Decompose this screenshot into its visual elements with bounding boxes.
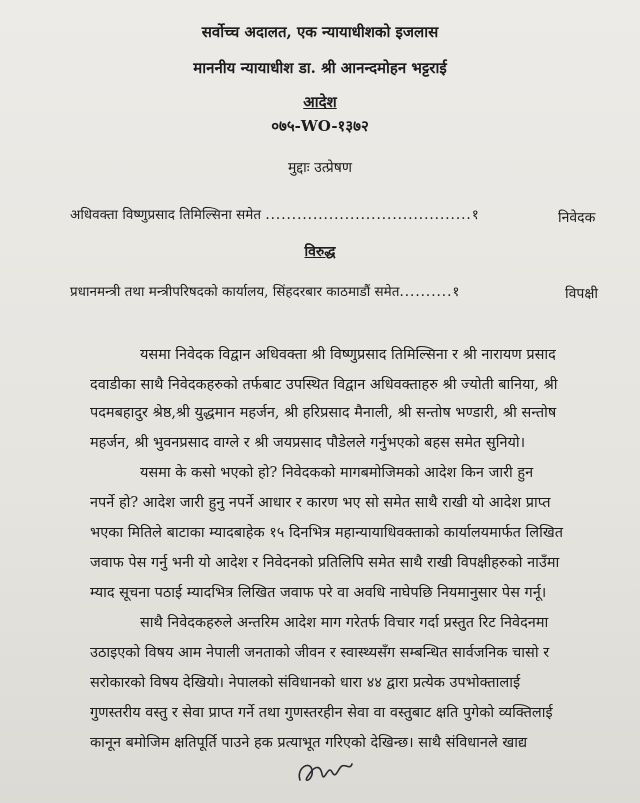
court-heading: सर्वोच्च अदालत, एक न्यायाधीशको इजलास [201,23,439,41]
petitioner-line [70,205,479,223]
body-line: साथै निवेदकहरुले अन्तरिम आदेश माग गरेतर्फ विचार गर्दा प्रस्तुत रिट निवेदनमा [140,615,549,631]
respondent-role: विपक्षी [565,286,599,302]
case-subject: मुद्दाः उत्प्रेषण [288,160,352,176]
body-line: पदमबहादुर श्रेष्ठ,श्री युद्धमान महर्जन, श्री हरिप्रसाद मैनाली, श्री सन्तोष भण्डारी, श्री सन्तोष [90,405,557,421]
petitioner-dots: ....................................... [265,207,472,223]
body-line: नपर्ने हो? आदेश जारी हुनु नपर्ने आधार र कारण भए सो समेत साथै राखी यो आदेश प्राप्त [90,495,551,511]
body-line: यसमा के कसो भएको हो? निवेदकको मागबमोजिमको आदेश किन जारी हुन [140,465,534,481]
respondent-line [70,282,459,300]
body-line: भएका मितिले बाटाका म्यादबाहेक १५ दिनभित्र महान्यायाधिवक्ताको कार्यालयमार्फत लिखित [90,525,564,541]
judge-heading: माननीय न्यायाधीश डा. श्री आनन्दमोहन भट्टराई [193,59,447,77]
body-line: दवाडीका साथै निवेदकहरुको तर्फबाट उपस्थित विद्वान अधिवक्ताहरु श्री ज्योती बानिया, श्री [90,377,558,393]
order-title: आदेश [303,93,337,111]
body-line: सरोकारको विषय देखियो। नेपालको संविधानको धारा ४४ द्वारा प्रत्येक उपभोक्तालाई [90,675,521,691]
petitioner-count: १ [471,207,479,223]
versus-heading: विरुद्ध [304,244,336,260]
body-line: म्याद सूचना पठाई म्यादभित्र लिखित जवाफ परे वा अवधि नाघेपछि नियमानुसार पेस गर्नू। [90,585,547,601]
body-line: जवाफ पेस गर्नु भनी यो आदेश र निवेदनको प्रतिलिपि समेत साथै राखी विपक्षीहरुको नाउँमा [90,555,560,571]
body-line: महर्जन, श्री भुवनप्रसाद वाग्ले र श्री जयप्रसाद पौडेलले गर्नुभएको बहस समेत सुनियो। [90,435,526,451]
body-line: उठाइएको विषय आम नेपाली जनताको जीवन र स्वास्थ्यसँग सम्बन्धित सार्वजनिक चासो र [90,645,550,661]
respondent-name: प्रधानमन्त्री तथा मन्त्रीपरिषदको कार्यालय, सिंहदरबार काठमाडौं समेत [70,284,400,300]
respondent-count: १ [452,284,460,300]
body-line: कानून बमोजिम क्षतिपूर्ति पाउने हक प्रत्याभूत गरिएको देखिन्छ। साथै संविधानले खाद्य [90,735,528,751]
case-number: ०७५-WO-१३७२ [271,117,369,135]
body-line: यसमा निवेदक विद्वान अधिवक्ता श्री विष्णुप्रसाद तिमिल्सिना र श्री नारायण प्रसाद [140,347,556,363]
respondent-dots: .......... [399,284,453,300]
petitioner-role: निवेदक [558,210,596,226]
judge-signature [294,754,356,790]
body-line: गुणस्तरीय वस्तु र सेवा प्राप्त गर्ने तथा गुणस्तरहीन सेवा वा वस्तुबाट क्षति पुगेको व्यक्तिलाई [90,705,553,721]
petitioner-name: अधिवक्ता विष्णुप्रसाद तिमिल्सिना समेत [70,207,262,223]
